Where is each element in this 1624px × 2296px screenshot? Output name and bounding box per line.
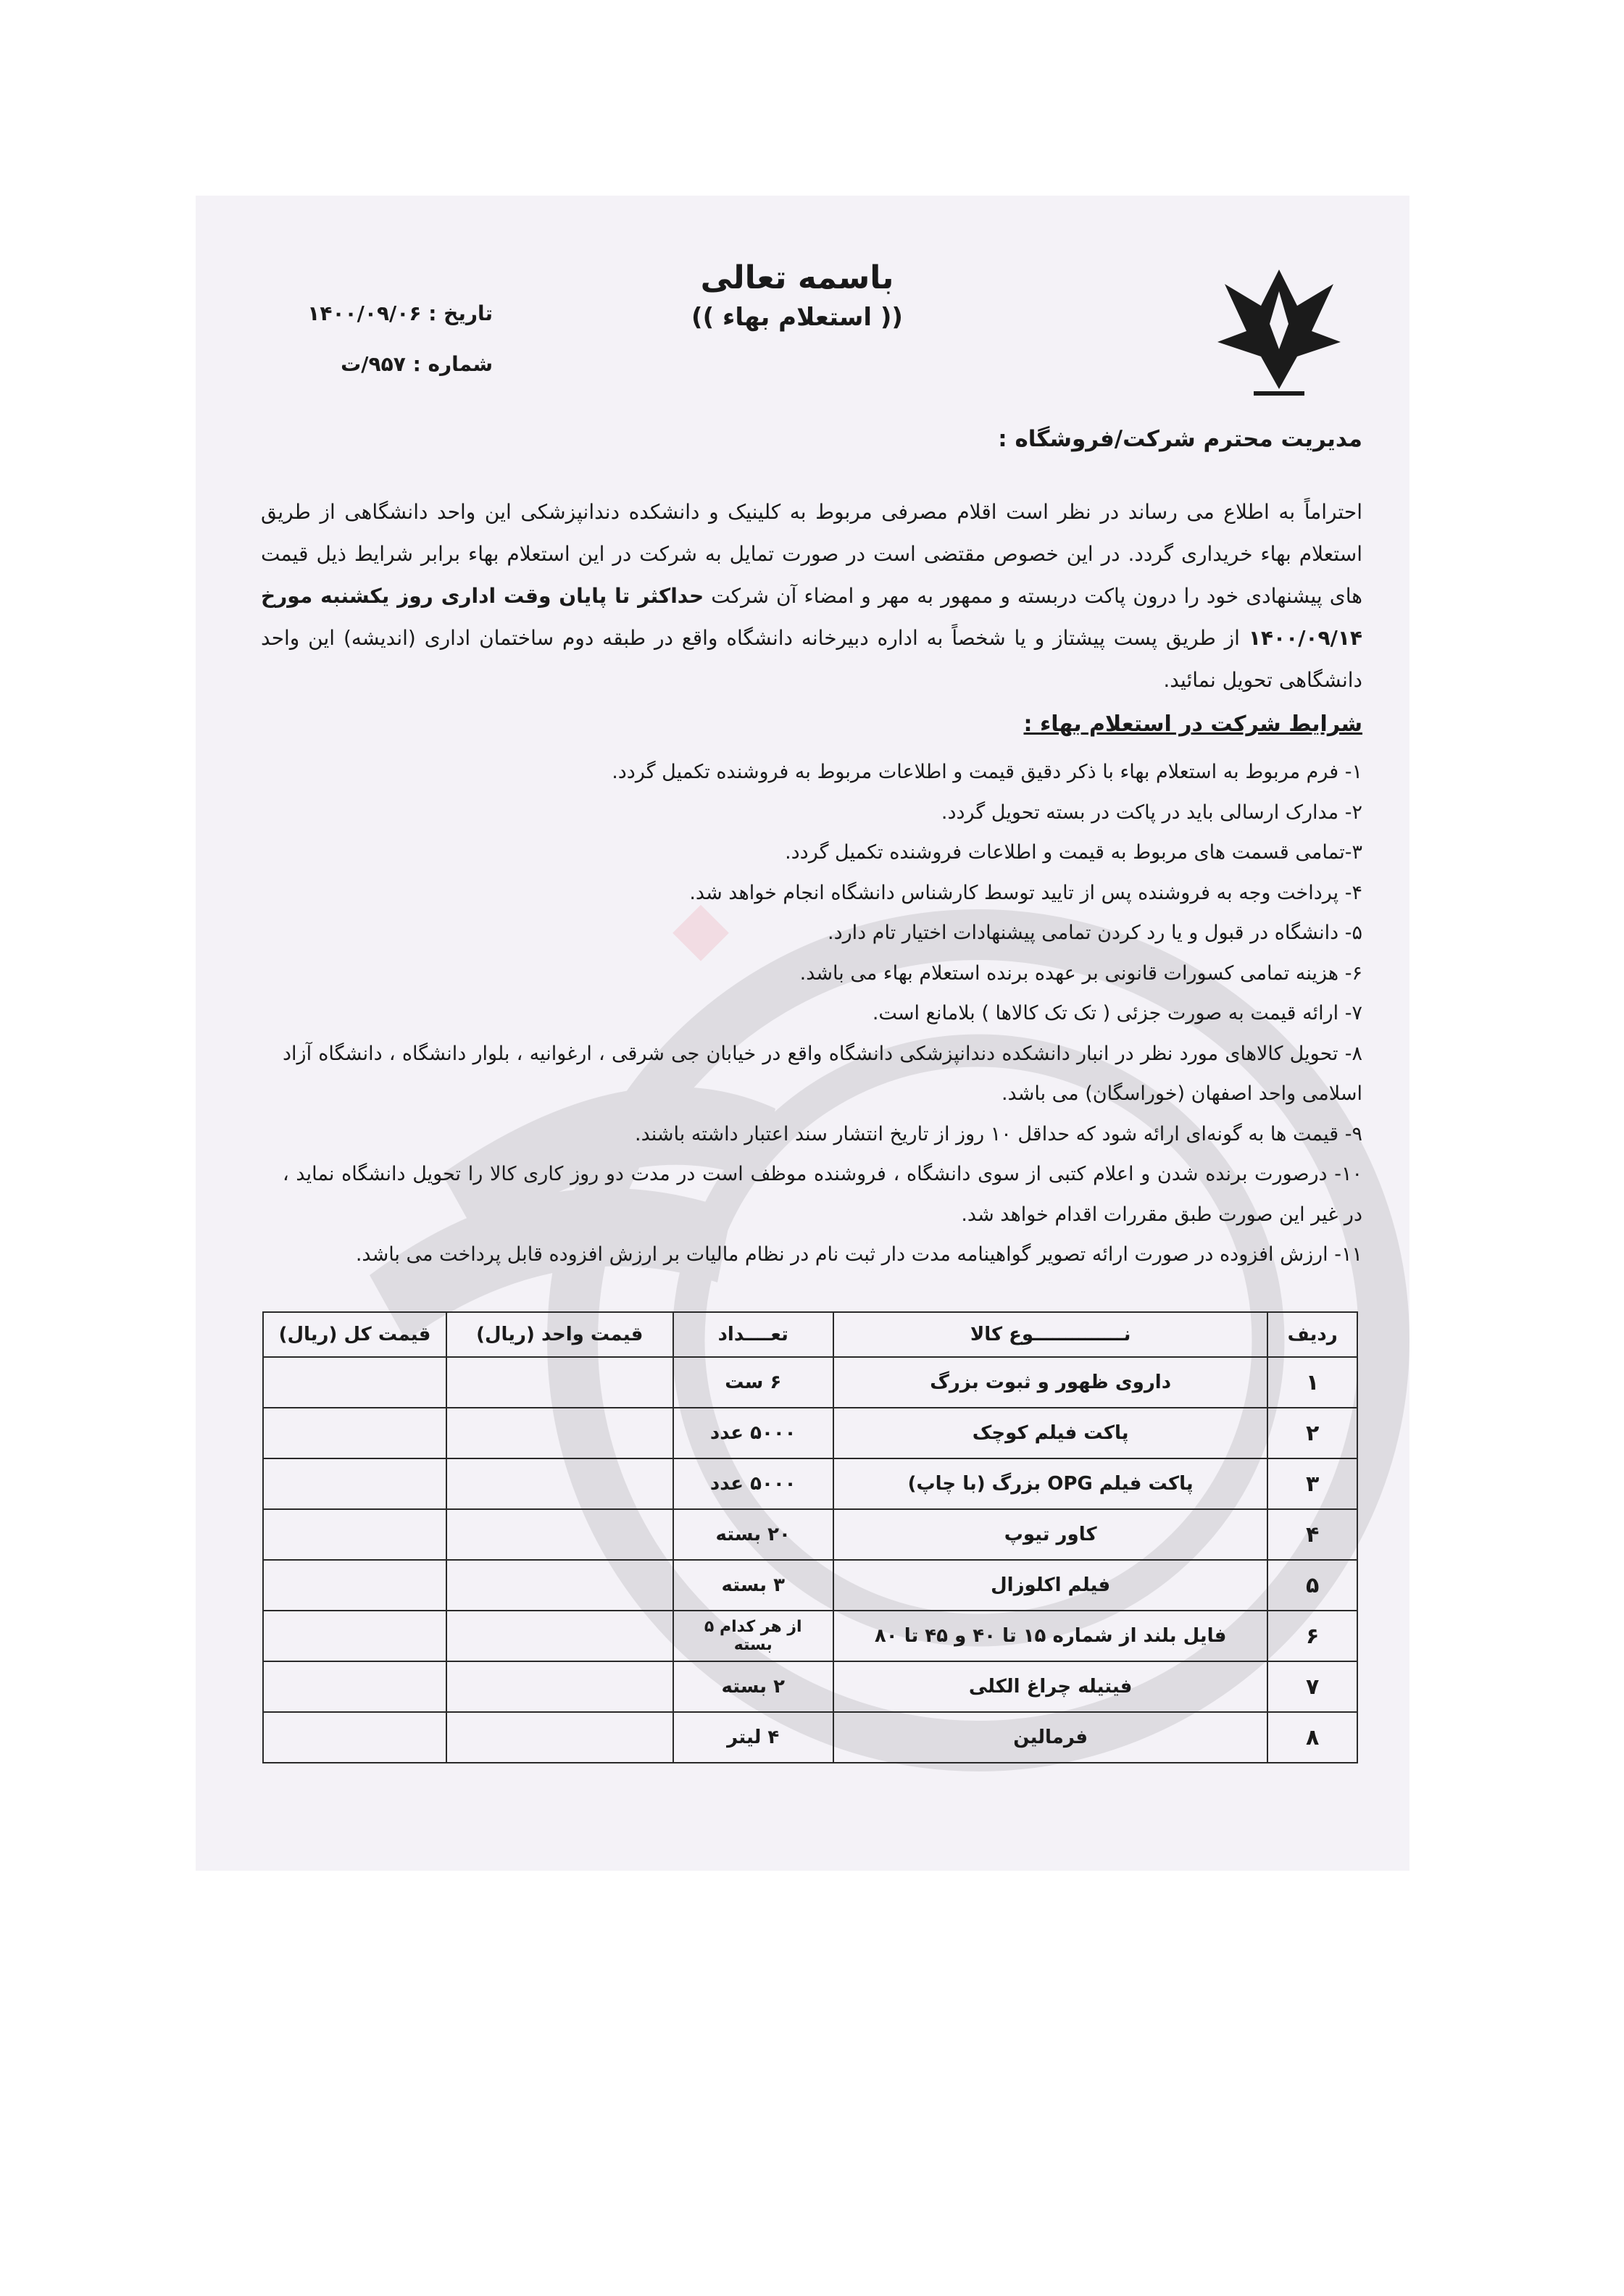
date-line xyxy=(261,288,493,339)
item-name: پاکت فیلم کوچک xyxy=(833,1408,1267,1458)
table-row xyxy=(263,1509,1357,1560)
item-quantity: ۳ بسته xyxy=(673,1560,833,1611)
number-label: شماره : xyxy=(412,352,493,376)
date-value: ۱۴۰۰/۰۹/۰۶ xyxy=(307,301,422,325)
intro-paragraph xyxy=(261,491,1362,701)
unit-price-cell xyxy=(446,1509,673,1560)
table-row xyxy=(263,1712,1357,1763)
condition-item: ۱- فرم مربوط به استعلام بهاء با ذکر دقیق قیمت و اطلاعات مربوط به فروشنده تکمیل گردد. xyxy=(612,761,1362,783)
conditions-list xyxy=(283,752,1362,1275)
condition-item: ۲- مدارک ارسالی باید در پاکت در بسته تحویل گردد. xyxy=(941,801,1362,824)
unit-price-cell xyxy=(446,1661,673,1712)
unit-price-cell xyxy=(446,1357,673,1408)
row-number: ۶ xyxy=(1267,1611,1357,1661)
condition-item: ۷- ارائه قیمت به صورت جزئی ( تک تک کالاها ) بلامانع است. xyxy=(872,1002,1362,1024)
row-number: ۵ xyxy=(1267,1560,1357,1611)
total-price-cell xyxy=(263,1661,446,1712)
row-number: ۳ xyxy=(1267,1458,1357,1509)
header-total-price: قیمت کل (ریال) xyxy=(263,1312,446,1357)
total-price-cell xyxy=(263,1560,446,1611)
condition-item: ۶- هزینه تمامی کسورات قانونی بر عهده برنده استعلام بهاء می باشد. xyxy=(799,961,1362,985)
table-row xyxy=(263,1357,1357,1408)
condition-item: ۱۱- ارزش افزوده در صورت ارائه تصویر گواهینامه مدت دار ثبت نام در نظام مالیات بر ارزش افزوده قابل پرداخت می باشد. xyxy=(355,1243,1362,1266)
conditions-title-text: شرایط شرکت در استعلام بهاء : xyxy=(1023,711,1362,737)
condition-item: ۴- پرداخت وجه به فروشنده پس از تایید توسط کارشناس دانشگاه انجام خواهد شد. xyxy=(689,881,1362,904)
item-name: فیلم اکلوزال xyxy=(833,1560,1267,1611)
total-price-cell xyxy=(263,1357,446,1408)
item-quantity: ۵۰۰۰ عدد xyxy=(673,1408,833,1458)
header-unit-price: قیمت واحد (ریال) xyxy=(446,1312,673,1357)
date-label: تاریخ : xyxy=(428,301,493,325)
item-quantity: ۲ بسته xyxy=(673,1661,833,1712)
unit-price-cell xyxy=(446,1560,673,1611)
unit-price-cell xyxy=(446,1408,673,1458)
total-price-cell xyxy=(263,1509,446,1560)
total-price-cell xyxy=(263,1611,446,1661)
condition-item: ۹- قیمت ها به گونه‌ای ارائه شود که حداقل ۱۰ روز از تاریخ انتشار سند اعتبار داشته باشند. xyxy=(635,1122,1362,1145)
item-quantity: ۴ لیتر xyxy=(673,1712,833,1763)
item-quantity: ۵۰۰۰ عدد xyxy=(673,1458,833,1509)
item-name: داروی ظهور و ثبوت بزرگ xyxy=(833,1357,1267,1408)
item-name: پاکت فیلم OPG بزرگ (با چاپ) xyxy=(833,1458,1267,1509)
document-title: (( استعلام بهاء )) xyxy=(691,303,903,332)
total-price-cell xyxy=(263,1712,446,1763)
row-number: ۱ xyxy=(1267,1357,1357,1408)
item-name: فیتیله چراغ الکلی xyxy=(833,1661,1267,1712)
item-name: فرمالین xyxy=(833,1712,1267,1763)
items-table xyxy=(262,1311,1358,1763)
table-row xyxy=(263,1458,1357,1509)
condition-item: ۵- دانشگاه در قبول و یا رد کردن تمامی پیشنهادات اختیار تام دارد. xyxy=(828,922,1362,944)
table-header-row xyxy=(263,1312,1357,1357)
table-row xyxy=(263,1611,1357,1661)
intro-text-2: از طریق پست پیشتاز و یا شخصاً به اداره دبیرخانه دانشگاه واقع در طبقه دوم ساختمان اداری (اندیشه) این واحد دانشگاهی تحویل نمائید. xyxy=(261,626,1362,692)
table-row xyxy=(263,1408,1357,1458)
row-number: ۷ xyxy=(1267,1661,1357,1712)
header-item-type: نــــــــــــــوع کالا xyxy=(833,1312,1267,1357)
salutation: مدیریت محترم شرکت/فروشگاه : xyxy=(998,426,1362,452)
item-quantity: از هر کدام ۵ بسته xyxy=(673,1611,833,1661)
row-number: ۲ xyxy=(1267,1408,1357,1458)
table-row xyxy=(263,1661,1357,1712)
intro-text-1: احتراماً به اطلاع می رساند در نظر است اقلام مصرفی مربوط به کلینیک و دانشکده دندانپزشکی این واحد دانشگاهی از طریق استعلام بهاء خریداری گردد. در این خصوص مقتضی است در صورت تمایل به شرکت در این استعلام بهاء برابر شرایط ذیل قیمت های پیشنهادی خود را درون پاکت دربسته و ممهور به مهر و امضاء آن شرکت xyxy=(261,500,1363,608)
total-price-cell xyxy=(263,1408,446,1458)
item-quantity: ۲۰ بسته xyxy=(673,1509,833,1560)
university-emblem xyxy=(1210,262,1348,407)
header-row-number: ردیف xyxy=(1267,1312,1357,1357)
header-quantity: تعــــداد xyxy=(673,1312,833,1357)
unit-price-cell xyxy=(446,1458,673,1509)
conditions-title xyxy=(261,711,1362,737)
item-quantity: ۶ ست xyxy=(673,1357,833,1408)
letter-meta xyxy=(261,288,493,390)
row-number: ۴ xyxy=(1267,1509,1357,1560)
scanned-letter xyxy=(196,196,1409,1871)
bismillah-heading: باسمه تعالی xyxy=(700,259,894,296)
item-name: فایل بلند از شماره ۱۵ تا ۴۰ و ۴۵ تا ۸۰ xyxy=(833,1611,1267,1661)
unit-price-cell xyxy=(446,1712,673,1763)
number-value: ۹۵۷/ت xyxy=(341,352,406,376)
unit-price-cell xyxy=(446,1611,673,1661)
condition-item: ۳-تمامی قسمت های مربوط به قیمت و اطلاعات فروشنده تکمیل گردد. xyxy=(785,841,1362,864)
total-price-cell xyxy=(263,1458,446,1509)
item-name: کاور تیوپ xyxy=(833,1509,1267,1560)
intro-deadline: حداکثر تا پایان وقت اداری روز یکشنبه مورخ ۱۴۰۰/۰۹/۱۴ xyxy=(261,584,1363,650)
row-number: ۸ xyxy=(1267,1712,1357,1763)
number-line xyxy=(261,339,493,390)
condition-item: ۸- تحویل کالاهای مورد نظر در انبار دانشکده دندانپزشکی دانشگاه واقع در خیابان جی شرقی ، ارغوانیه ، بلوار دانشگاه ، دانشگاه آزاد اسلامی واحد اصفهان (خوراسگان) می باشد. xyxy=(283,1042,1362,1105)
table-row xyxy=(263,1560,1357,1611)
condition-item: ۱۰- درصورت برنده شدن و اعلام کتبی از سوی دانشگاه ، فروشنده موظف است در مدت دو روز کاری کالا را تحویل دانشگاه نماید ، در غیر این صورت طبق مقررات اقدام خواهد شد. xyxy=(283,1163,1362,1226)
